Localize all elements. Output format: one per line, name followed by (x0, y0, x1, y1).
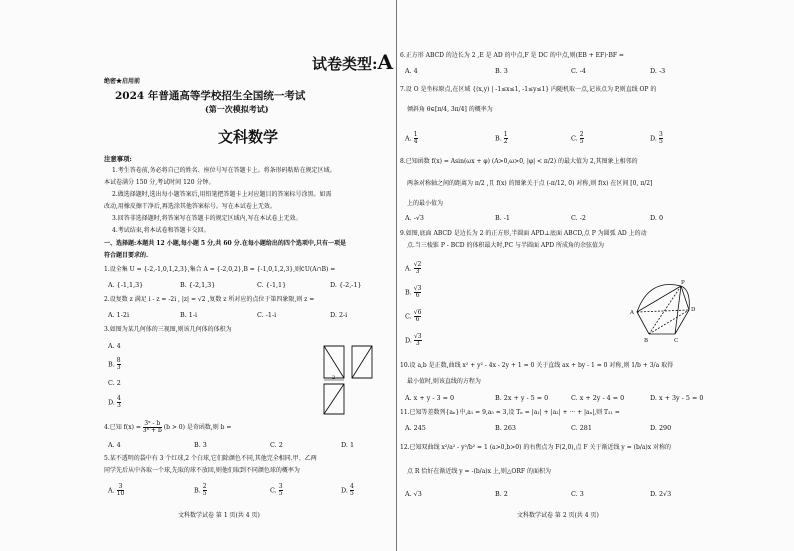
label-p: P (681, 280, 685, 286)
secret-mark: 绝密★启用前 (104, 78, 141, 85)
question-5: 5.某不透明的袋中有 3 个红球,2 个白球,它们除颜色不同,其他完全相同.甲、乙两 (104, 455, 317, 462)
three-view-figure (320, 340, 380, 418)
q5-option-b: B. $\frac{2}{5}$ (194, 483, 207, 497)
question-12-cont: 点 R 恰好在渐近线 y = -(b/a)x 上,则△ORF 的面积为 (407, 468, 551, 475)
label-c: C (674, 338, 679, 344)
q6-option-c: C. -4 (571, 67, 586, 75)
right-page (397, 0, 794, 551)
q5-option-a: A. $\frac{3}{10}$ (108, 483, 125, 497)
question-2: 2.设复数 z 满足 i - z = -2i , |z| = √2 ,复数 z 所对应的点位于第四象限,则 z = (104, 296, 315, 303)
note-line: 改动,用橡皮擦干净后,再选涂其他答案标号。写在本试卷上无效。 (104, 203, 276, 210)
q3-option-b: B. $\frac{8}{3}$ (108, 357, 121, 371)
q10-option-a: A. x + y - 3 = 0 (405, 394, 455, 402)
question-3: 3.如图为某几何体的三视图,则该几何体的体积为 (104, 326, 232, 333)
q7-option-b: B. $\frac{1}{2}$ (495, 131, 508, 145)
q9-option-b: B. $\frac{√3}{6}$ (405, 285, 422, 299)
q3-option-c: C. 2 (108, 379, 121, 387)
paper-type-label: 试卷类型:A (312, 50, 394, 74)
pyramid-semicircle-figure (629, 276, 699, 344)
q12-option-c: C. 3 (571, 490, 584, 498)
question-4: 4.已知 f(x) = $\frac{\text{3ˣ - b}}{\text{3ˣ + b}}$ (b > 0) 是奇函数,则 b = (104, 420, 232, 434)
q2-option-c: C. -1-i (257, 311, 277, 319)
q2-option-d: D. 2-i (330, 311, 348, 319)
q12-option-a: A. √3 (405, 490, 422, 498)
question-7: 7.设 O 是坐标原点,在区域 {(x,y) | -1≤x≤1, -1≤y≤1} 内随机取一点,记该点为 P,则直线 OP 的 (400, 86, 657, 93)
page-footer: 文科数学试卷 第 1 页(共 4 页) (178, 512, 260, 519)
q4-option-a: A. 4 (108, 441, 121, 449)
q11-option-b: B. 263 (495, 424, 516, 432)
q9-option-a: A. $\frac{√2}{3}$ (405, 261, 422, 275)
q3-option-a: A. 4 (108, 342, 121, 350)
q11-option-d: D. 290 (650, 424, 672, 432)
exam-subtitle: (第一次模拟考试) (205, 104, 269, 114)
q2-option-b: B. 1-i (180, 311, 198, 319)
q4-option-c: C. 2 (270, 441, 283, 449)
q1-option-c: C. {-1,1} (257, 281, 287, 289)
section-heading-cont: 符合题目要求的. (104, 252, 149, 259)
note-line: 本试卷满分 150 分,考试时间 120 分钟。 (104, 179, 215, 186)
q9-option-d: D. $\frac{√3}{3}$ (405, 333, 422, 347)
q1-option-a: A. {-1,1,3} (108, 281, 144, 289)
q8-option-b: B. -1 (495, 214, 510, 222)
q4-option-b: B. 3 (194, 441, 207, 449)
label-a: A (630, 310, 634, 316)
q8-option-a: A. -√3 (405, 214, 424, 222)
question-12: 12.已知双曲线 x²/a² - y²/b² = 1 (a>0,b>0) 的右焦点为 F(2,0),点 F 关于渐近线 y = (b/a)x 对称的 (400, 444, 672, 451)
q10-option-d: D. x + 3y - 5 = 0 (650, 394, 704, 402)
q4-option-d: D. 1 (341, 441, 355, 449)
note-line: 1.考生答卷前,务必将自己的姓名、座位号写在答题卡上。将条形码粘贴在规定区域。 (112, 167, 336, 174)
q12-option-d: D. 2√3 (650, 490, 672, 498)
question-5-cont: 同学先后从中各取一个球,先取的球不放回,则他们取到不同颜色球的概率为 (104, 467, 300, 474)
question-10: 10.设 a,b 是正数,曲线 x² + y² - 4x - 2y + 1 = 0 关于直线 ax + by - 1 = 0 对称,则 1/b + 3/a 取得 (400, 362, 674, 369)
q5-option-c: C. $\frac{3}{5}$ (270, 483, 283, 497)
note-line: 4.考试结束,将本试卷和答题卡交回。 (112, 227, 210, 234)
q10-option-c: C. x + 2y - 4 = 0 (571, 394, 625, 402)
section-heading: 一、选择题:本题共 12 小题,每小题 5 分,共 60 分.在每小题给出的四个选项中,只有一项是 (104, 240, 346, 247)
q10-option-b: B. 2x + y - 5 = 0 (495, 394, 549, 402)
question-6: 6.正方形 ABCD 的边长为 2 ,E 是 AD 的中点,F 是 DC 的中点,则(EB + EF)·BF = (400, 52, 624, 59)
note-line: 2.做选择题时,选出每小题答案后,用铅笔把答题卡上对应题目的答案标号涂黑。如需 (112, 191, 332, 198)
question-1: 1.设全集 U = {-2,-1,0,1,2,3},集合 A = {-2,0,2},B = {-1,0,1,2,3},则∁U(A∩B) = (104, 266, 336, 273)
question-8-cont: 两条对称轴之间的距离为 π/2 ,且 f(x) 的图象关于点 (-π/12, 0) 对称,则 f(x) 在区间 [0, π/2] (407, 180, 653, 187)
q7-option-c: C. $\frac{2}{5}$ (571, 131, 584, 145)
q7-option-d: D. $\frac{3}{5}$ (650, 131, 663, 145)
q6-option-d: D. -3 (650, 67, 666, 75)
page-footer: 文科数学试卷 第 2 页(共 4 页) (517, 512, 599, 519)
q2-option-a: A. 1-2i (108, 311, 130, 319)
q8-option-c: C. -2 (571, 214, 586, 222)
question-10-cont: 最小值时,则该直线的方程为 (407, 378, 481, 385)
notes-heading: 注意事项: (104, 155, 132, 163)
q8-option-d: D. 0 (650, 214, 664, 222)
dimension-label: 2 (332, 375, 336, 381)
q7-option-a: A. $\frac{1}{4}$ (405, 131, 418, 145)
q12-option-b: B. 2 (495, 490, 508, 498)
exam-title: 2024 年普通高等学校招生全国统一考试 (115, 90, 306, 102)
q9-option-c: C. $\frac{√6}{6}$ (405, 309, 422, 323)
q11-option-c: C. 281 (571, 424, 592, 432)
q1-option-b: B. {-2,1,3} (180, 281, 216, 289)
question-8-cont2: 上的最小值为 (407, 200, 444, 207)
q5-option-d: D. $\frac{4}{5}$ (341, 483, 354, 497)
q11-option-a: A. 245 (405, 424, 426, 432)
label-d: D (691, 307, 696, 313)
q6-option-a: A. 4 (405, 67, 418, 75)
question-9-cont: 点.当三棱锥 P - BCD 的体积最大时,PC 与半圆面 APD 所成角的余弦值为 (407, 242, 604, 249)
subject-title: 文科数学 (218, 128, 279, 146)
q3-option-d: D. $\frac{4}{3}$ (108, 395, 121, 409)
question-8: 8.已知函数 f(x) = Asin(ωx + φ) (A>0,ω>0, |φ| < π/2) 的最大值为 2,其图象上相邻的 (400, 158, 638, 165)
question-7-cont: 倾斜角 θ∈[π/4, 3π/4] 的概率为 (407, 106, 493, 113)
question-9: 9.如图,底面 ABCD 是边长为 2 的正方形,半圆面 APD⊥底面 ABCD,点 P 为圆弧 AD 上的动 (400, 230, 647, 237)
label-b: B (644, 338, 649, 344)
note-line: 3.回答非选择题时,将答案写在答题卡的规定区域内,写在本试卷上无效。 (112, 215, 302, 222)
q6-option-b: B. 3 (495, 67, 508, 75)
question-11: 11.已知等差数列{aₙ}中,a₁ = 9,a₅ = 3,设 Tₙ = |a₁| + |a₂| + ··· + |aₙ|,则 T₂₁ = (400, 409, 620, 416)
q1-option-d: D. {-2,-1} (330, 281, 362, 289)
